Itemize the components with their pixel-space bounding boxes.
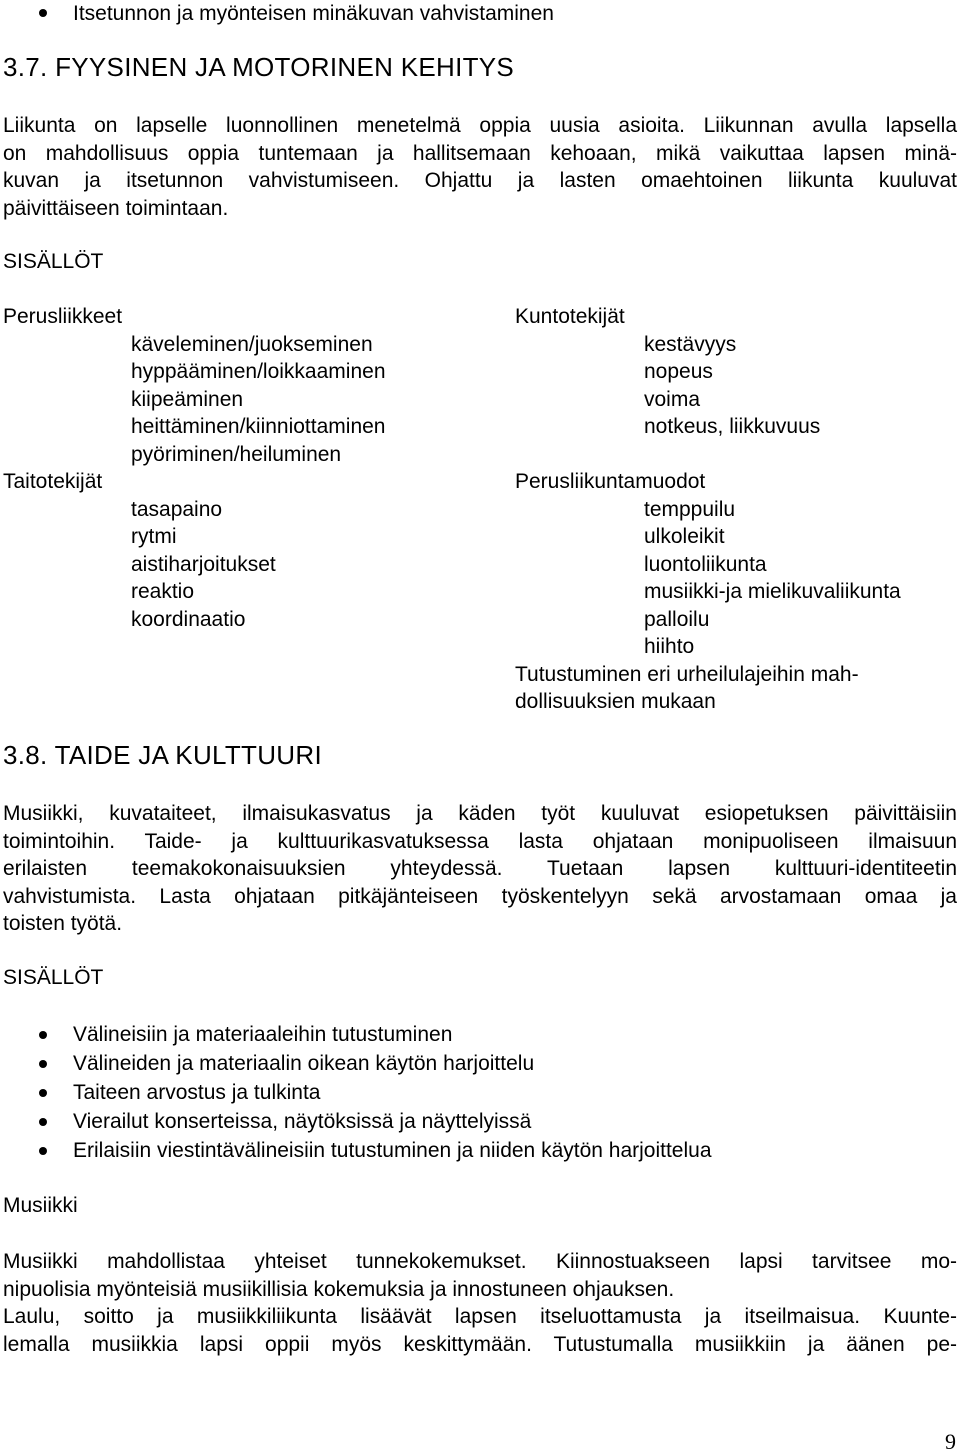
group-title-taitotekijat: Taitotekijät xyxy=(3,470,103,493)
list-item xyxy=(0,1078,712,1107)
list-item: luontoliikunta xyxy=(644,552,767,576)
list-item: reaktio xyxy=(131,580,195,603)
contents-bullet-list xyxy=(0,1020,712,1165)
sports-note-line: Tutustuminen eri urheilulajeihin mah- xyxy=(515,662,859,686)
list-item: kestävyys xyxy=(644,332,737,356)
paragraph-line: nipuolisia myönteisiä musiikillisia kokemuksia ja innostuneen ohjauksen. xyxy=(3,1277,675,1301)
contents-label: SISÄLLÖT xyxy=(3,966,104,989)
list-item-text: Erilaisiin viestintävälineisiin tutustuminen ja niiden käytön harjoittelua xyxy=(73,1139,712,1162)
paragraph-line: Musiikki mahdollistaa yhteiset tunnekokemukset. Kiinnostuakseen lapsi tarvitsee mo- xyxy=(3,1250,957,1273)
list-item: voima xyxy=(644,387,701,411)
list-item: heittäminen/kiinniottaminen xyxy=(131,415,386,438)
section-heading-3-7: 3.7. FYYSINEN JA MOTORINEN KEHITYS xyxy=(3,52,515,82)
bullet-icon xyxy=(39,1089,47,1097)
paragraph-line: on mahdollisuus oppia tuntemaan ja hallitsemaan kehoaan, mikä vaikuttaa lapsen minä- xyxy=(3,141,957,165)
group-title-perusliikkeet: Perusliikkeet xyxy=(3,305,123,328)
list-item xyxy=(0,0,554,27)
sports-note-line: dollisuuksien mukaan xyxy=(515,690,716,713)
paragraph-line: Liikunta on lapselle luonnollinen menetelmä oppia uusia asioita. Liikunnan avulla lapsella xyxy=(3,114,957,137)
list-item: kiipeäminen xyxy=(131,387,244,411)
list-item: koordinaatio xyxy=(131,607,246,631)
list-item-text: Itsetunnon ja myönteisen minäkuvan vahvistaminen xyxy=(73,2,554,25)
bullet-icon xyxy=(39,9,47,17)
paragraph-line: Laulu, soitto ja musiikkiliikunta lisäävät lapsen itseluottamusta ja itseilmaisua. Kuunte- xyxy=(3,1305,957,1328)
list-item: musiikki-ja mielikuvaliikunta xyxy=(644,580,901,603)
list-item: aistiharjoitukset xyxy=(131,552,276,576)
bullet-icon xyxy=(39,1060,47,1068)
list-item: hyppääminen/loikkaaminen xyxy=(131,360,386,383)
paragraph-line: toimintoihin. Taide- ja kulttuurikasvatuksessa lasta ohjataan monipuoliseen ilmaisuun xyxy=(3,829,957,853)
kuntotekijat-list xyxy=(644,331,820,441)
list-item-text: Välineiden ja materiaalin oikean käytön harjoittelu xyxy=(73,1052,535,1075)
bullet-icon xyxy=(39,1031,47,1039)
group-title-perusliikuntamuodot: Perusliikuntamuodot xyxy=(515,470,706,493)
list-item-text: Välineisiin ja materiaaleihin tutustuminen xyxy=(73,1023,453,1046)
list-item: ulkoleikit xyxy=(644,525,725,548)
taitotekijat-list xyxy=(131,496,276,634)
list-item-text: Vierailut konserteissa, näytöksissä ja näyttelyissä xyxy=(73,1110,532,1133)
paragraph-line: kuvan ja itsetunnon vahvistumiseen. Ohjattu ja lasten omaehtoinen liikunta kuuluvat xyxy=(3,169,957,192)
section-paragraph xyxy=(3,112,957,222)
list-item: temppuilu xyxy=(644,497,736,521)
bullet-icon xyxy=(39,1118,47,1126)
music-paragraph xyxy=(3,1248,957,1358)
list-item xyxy=(0,1107,712,1136)
list-item: rytmi xyxy=(131,525,177,548)
perusliikuntamuodot-list xyxy=(644,496,901,661)
section-paragraph xyxy=(3,800,957,938)
list-item: palloilu xyxy=(644,607,710,631)
list-item xyxy=(0,1020,712,1049)
paragraph-line: vahvistumista. Lasta ohjataan pitkäjänteiseen työskentelyyn sekä arvostamaan omaa ja xyxy=(3,884,957,908)
paragraph-line: päivittäiseen toimintaan. xyxy=(3,196,229,220)
subsection-title-musiikki: Musiikki xyxy=(3,1194,78,1217)
paragraph-line: lemalla musiikkia lapsi oppii myös keskittymään. Tutustumalla musiikkiin ja äänen pe- xyxy=(3,1332,957,1356)
perusliikkeet-list xyxy=(131,331,386,469)
list-item: nopeus xyxy=(644,360,713,383)
group-title-kuntotekijat: Kuntotekijät xyxy=(515,305,625,328)
list-item-text: Taiteen arvostus ja tulkinta xyxy=(73,1081,321,1104)
list-item: pyöriminen/heiluminen xyxy=(131,442,342,466)
bullet-icon xyxy=(39,1147,47,1155)
top-bullet-list xyxy=(0,0,554,27)
paragraph-line: Musiikki, kuvataiteet, ilmaisukasvatus ja käden työt kuuluvat esiopetuksen päivittäisiin xyxy=(3,802,957,825)
list-item: tasapaino xyxy=(131,497,223,521)
list-item: hiihto xyxy=(644,635,695,658)
list-item: käveleminen/juokseminen xyxy=(131,332,373,356)
contents-label: SISÄLLÖT xyxy=(3,250,104,273)
list-item xyxy=(0,1049,712,1078)
list-item xyxy=(0,1136,712,1165)
section-heading-3-8: 3.8. TAIDE JA KULTTUURI xyxy=(3,740,322,770)
paragraph-line: erilaisten teemakokonaisuuksien yhteydessä. Tuetaan lapsen kulttuuri-identiteetin xyxy=(3,857,957,880)
paragraph-line: toisten työtä. xyxy=(3,912,123,935)
page-number: 9 xyxy=(945,1429,956,1454)
list-item: notkeus, liikkuvuus xyxy=(644,415,821,438)
